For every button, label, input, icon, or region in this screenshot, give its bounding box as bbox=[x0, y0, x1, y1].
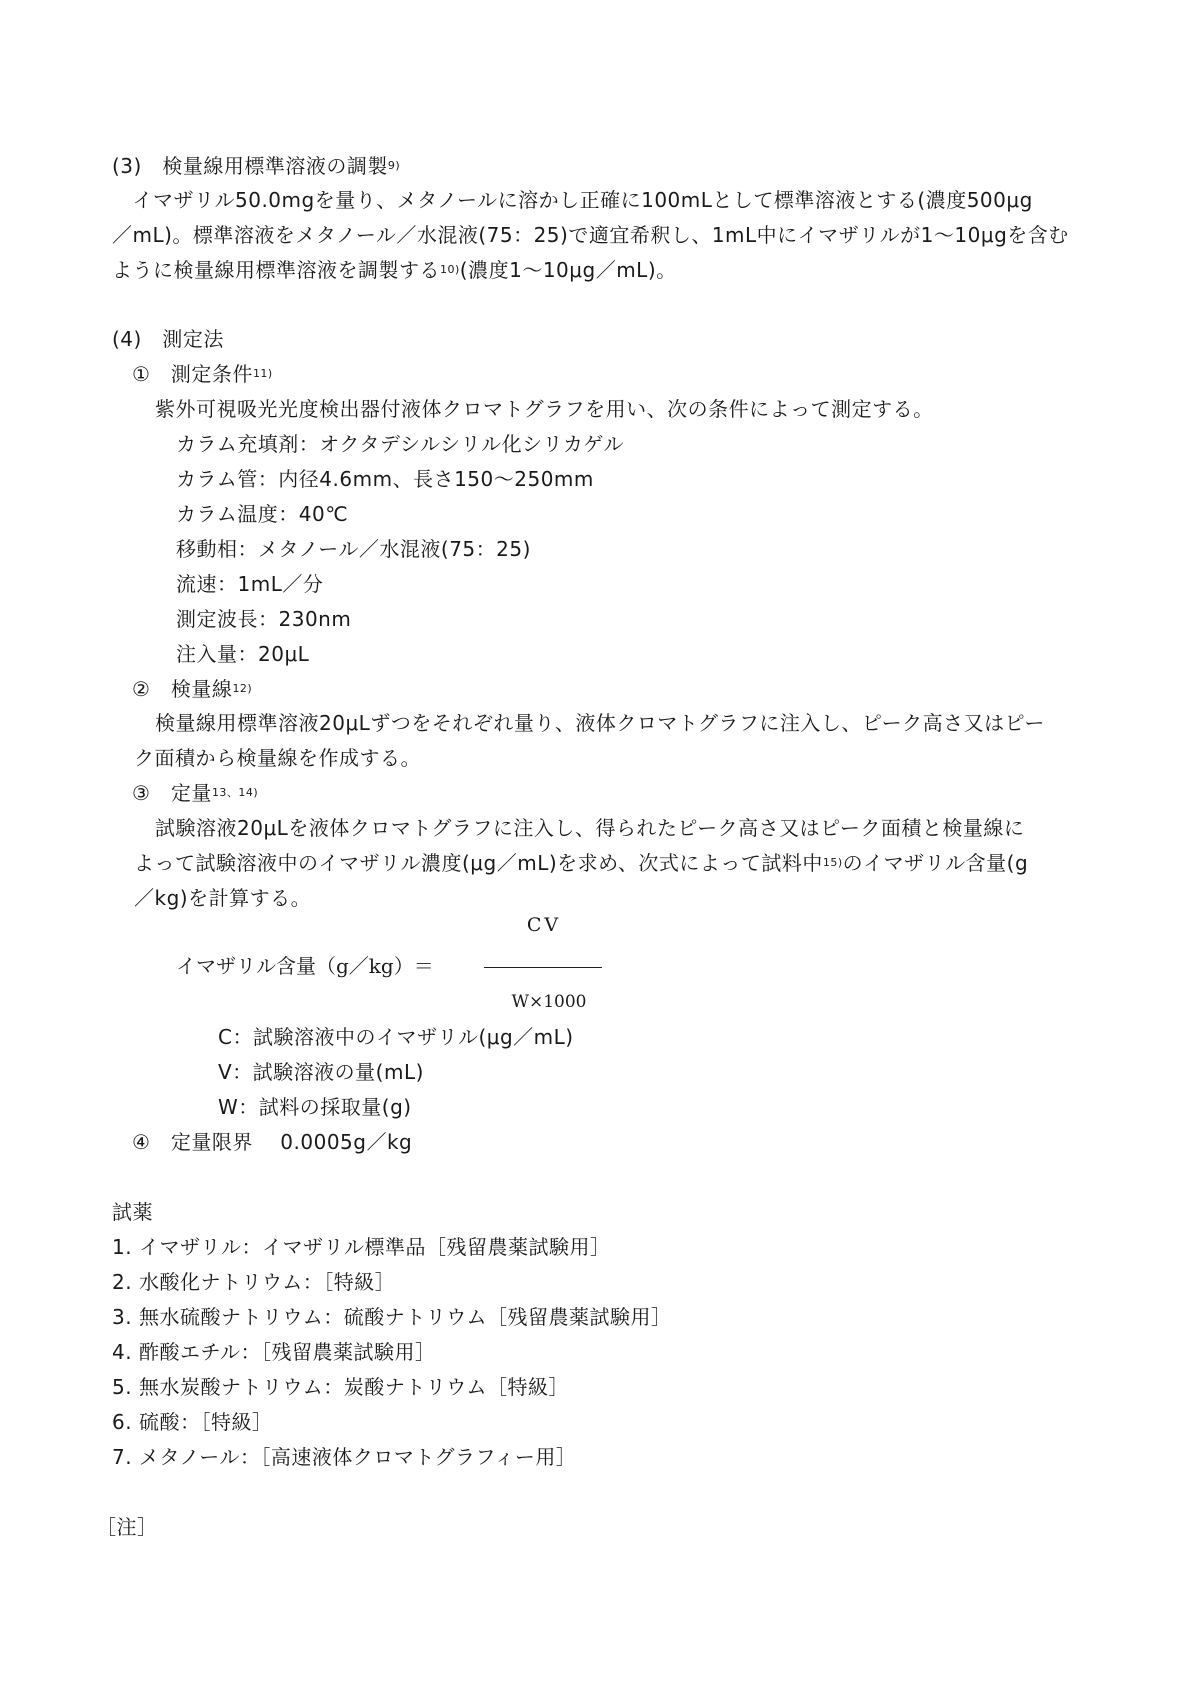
quantification-heading bbox=[132, 779, 258, 807]
section-4-heading: (4) 測定法 bbox=[112, 327, 224, 351]
reagent-item: 7. メタノール：［高速液体クロマトグラフィー用］ bbox=[112, 1445, 577, 1469]
condition-item: カラム管：内径4.6mm、長さ150～250mm bbox=[176, 467, 594, 491]
section-3-line-3-text-a: ように検量線用標準溶液を調製する bbox=[112, 258, 440, 282]
measurement-conditions-heading-text: ① 測定条件 bbox=[132, 362, 253, 386]
condition-item: 流速：1mL／分 bbox=[176, 572, 324, 596]
reagents-heading: 試薬 bbox=[112, 1200, 153, 1224]
calibration-curve-line-1: 検量線用標準溶液20μLずつをそれぞれ量り、液体クロマトグラフに注入し、ピーク高さ又はピー bbox=[155, 711, 1045, 735]
section-3-line-3 bbox=[112, 256, 677, 284]
formula-fraction-bar bbox=[484, 967, 602, 968]
reagent-item: 6. 硫酸：［特級］ bbox=[112, 1410, 273, 1434]
formula-numerator: CV bbox=[526, 914, 562, 936]
calibration-curve-heading bbox=[132, 675, 252, 703]
section-3-line-2: ／mL)。標準溶液をメタノール／水混液(75：25)で適宜希釈し、1mL中にイマザリルが1～10μgを含む bbox=[112, 223, 1069, 247]
formula-variable: V：試験溶液の量(mL) bbox=[218, 1060, 424, 1084]
section-3-line-1: イマザリル50.0mgを量り、メタノールに溶かし正確に100mLとして標準溶液とする(濃度500μg bbox=[112, 188, 1033, 212]
formula-denominator: W×1000 bbox=[511, 992, 587, 1012]
quantification-line-2-text-a: よって試験溶液中のイマザリル濃度(μg／mL)を求め、次式によって試料中 bbox=[134, 851, 823, 875]
formula-label: イマザリル含量（g／kg）＝ bbox=[176, 954, 434, 978]
section-3-line-3-footnote-ref: 10) bbox=[440, 263, 460, 276]
quantification-limit: ④ 定量限界 0.0005g／kg bbox=[132, 1130, 413, 1154]
section-3-heading-text: (3) 検量線用標準溶液の調製 bbox=[112, 154, 388, 178]
reagent-item: 3. 無水硫酸ナトリウム：硫酸ナトリウム［残留農薬試験用］ bbox=[112, 1305, 672, 1329]
quantification-line-2-footnote-ref: 15) bbox=[822, 856, 843, 869]
calibration-curve-footnote-ref: 12) bbox=[232, 682, 253, 695]
content-formula bbox=[176, 914, 604, 1014]
quantification-heading-text: ③ 定量 bbox=[132, 781, 212, 805]
measurement-conditions-intro: 紫外可視吸光光度検出器付液体クロマトグラフを用い、次の条件によって測定する。 bbox=[155, 397, 934, 421]
quantification-line-2-text-b: のイマザリル含量(g bbox=[842, 851, 1029, 875]
quantification-line-2 bbox=[134, 849, 1028, 877]
quantification-footnote-ref: 13、14) bbox=[211, 786, 259, 799]
condition-item: 測定波長：230nm bbox=[176, 607, 352, 631]
condition-item: カラム温度：40℃ bbox=[176, 502, 349, 526]
measurement-conditions-footnote-ref: 11) bbox=[252, 367, 273, 380]
formula-variable: C：試験溶液中のイマザリル(μg／mL) bbox=[218, 1025, 574, 1049]
quantification-line-1: 試験溶液20μLを液体クロマトグラフに注入し、得られたピーク高さ又はピーク面積と検量線に bbox=[155, 816, 1025, 840]
formula-variable: W：試料の採取量(g) bbox=[218, 1095, 412, 1119]
calibration-curve-heading-text: ② 検量線 bbox=[132, 677, 233, 701]
reagent-item: 4. 酢酸エチル：［残留農薬試験用］ bbox=[112, 1340, 436, 1364]
reagent-item: 2. 水酸化ナトリウム：［特級］ bbox=[112, 1270, 396, 1294]
condition-item: 注入量：20μL bbox=[176, 642, 310, 666]
section-3-heading bbox=[112, 152, 400, 180]
condition-item: 移動相：メタノール／水混液(75：25) bbox=[176, 537, 531, 561]
section-3-footnote-ref: 9) bbox=[387, 159, 401, 172]
measurement-conditions-heading bbox=[132, 360, 273, 388]
reagent-item: 1. イマザリル：イマザリル標準品［残留農薬試験用］ bbox=[112, 1235, 611, 1259]
notes-heading: ［注］ bbox=[96, 1515, 158, 1539]
calibration-curve-line-2: ク面積から検量線を作成する。 bbox=[134, 746, 421, 770]
section-3-line-3-text-b: (濃度1～10μg／mL)。 bbox=[459, 258, 677, 282]
condition-item: カラム充填剤：オクタデシルシリル化シリカゲル bbox=[176, 432, 624, 456]
quantification-line-3: ／kg)を計算する。 bbox=[134, 886, 312, 910]
reagent-item: 5. 無水炭酸ナトリウム：炭酸ナトリウム［特級］ bbox=[112, 1375, 570, 1399]
